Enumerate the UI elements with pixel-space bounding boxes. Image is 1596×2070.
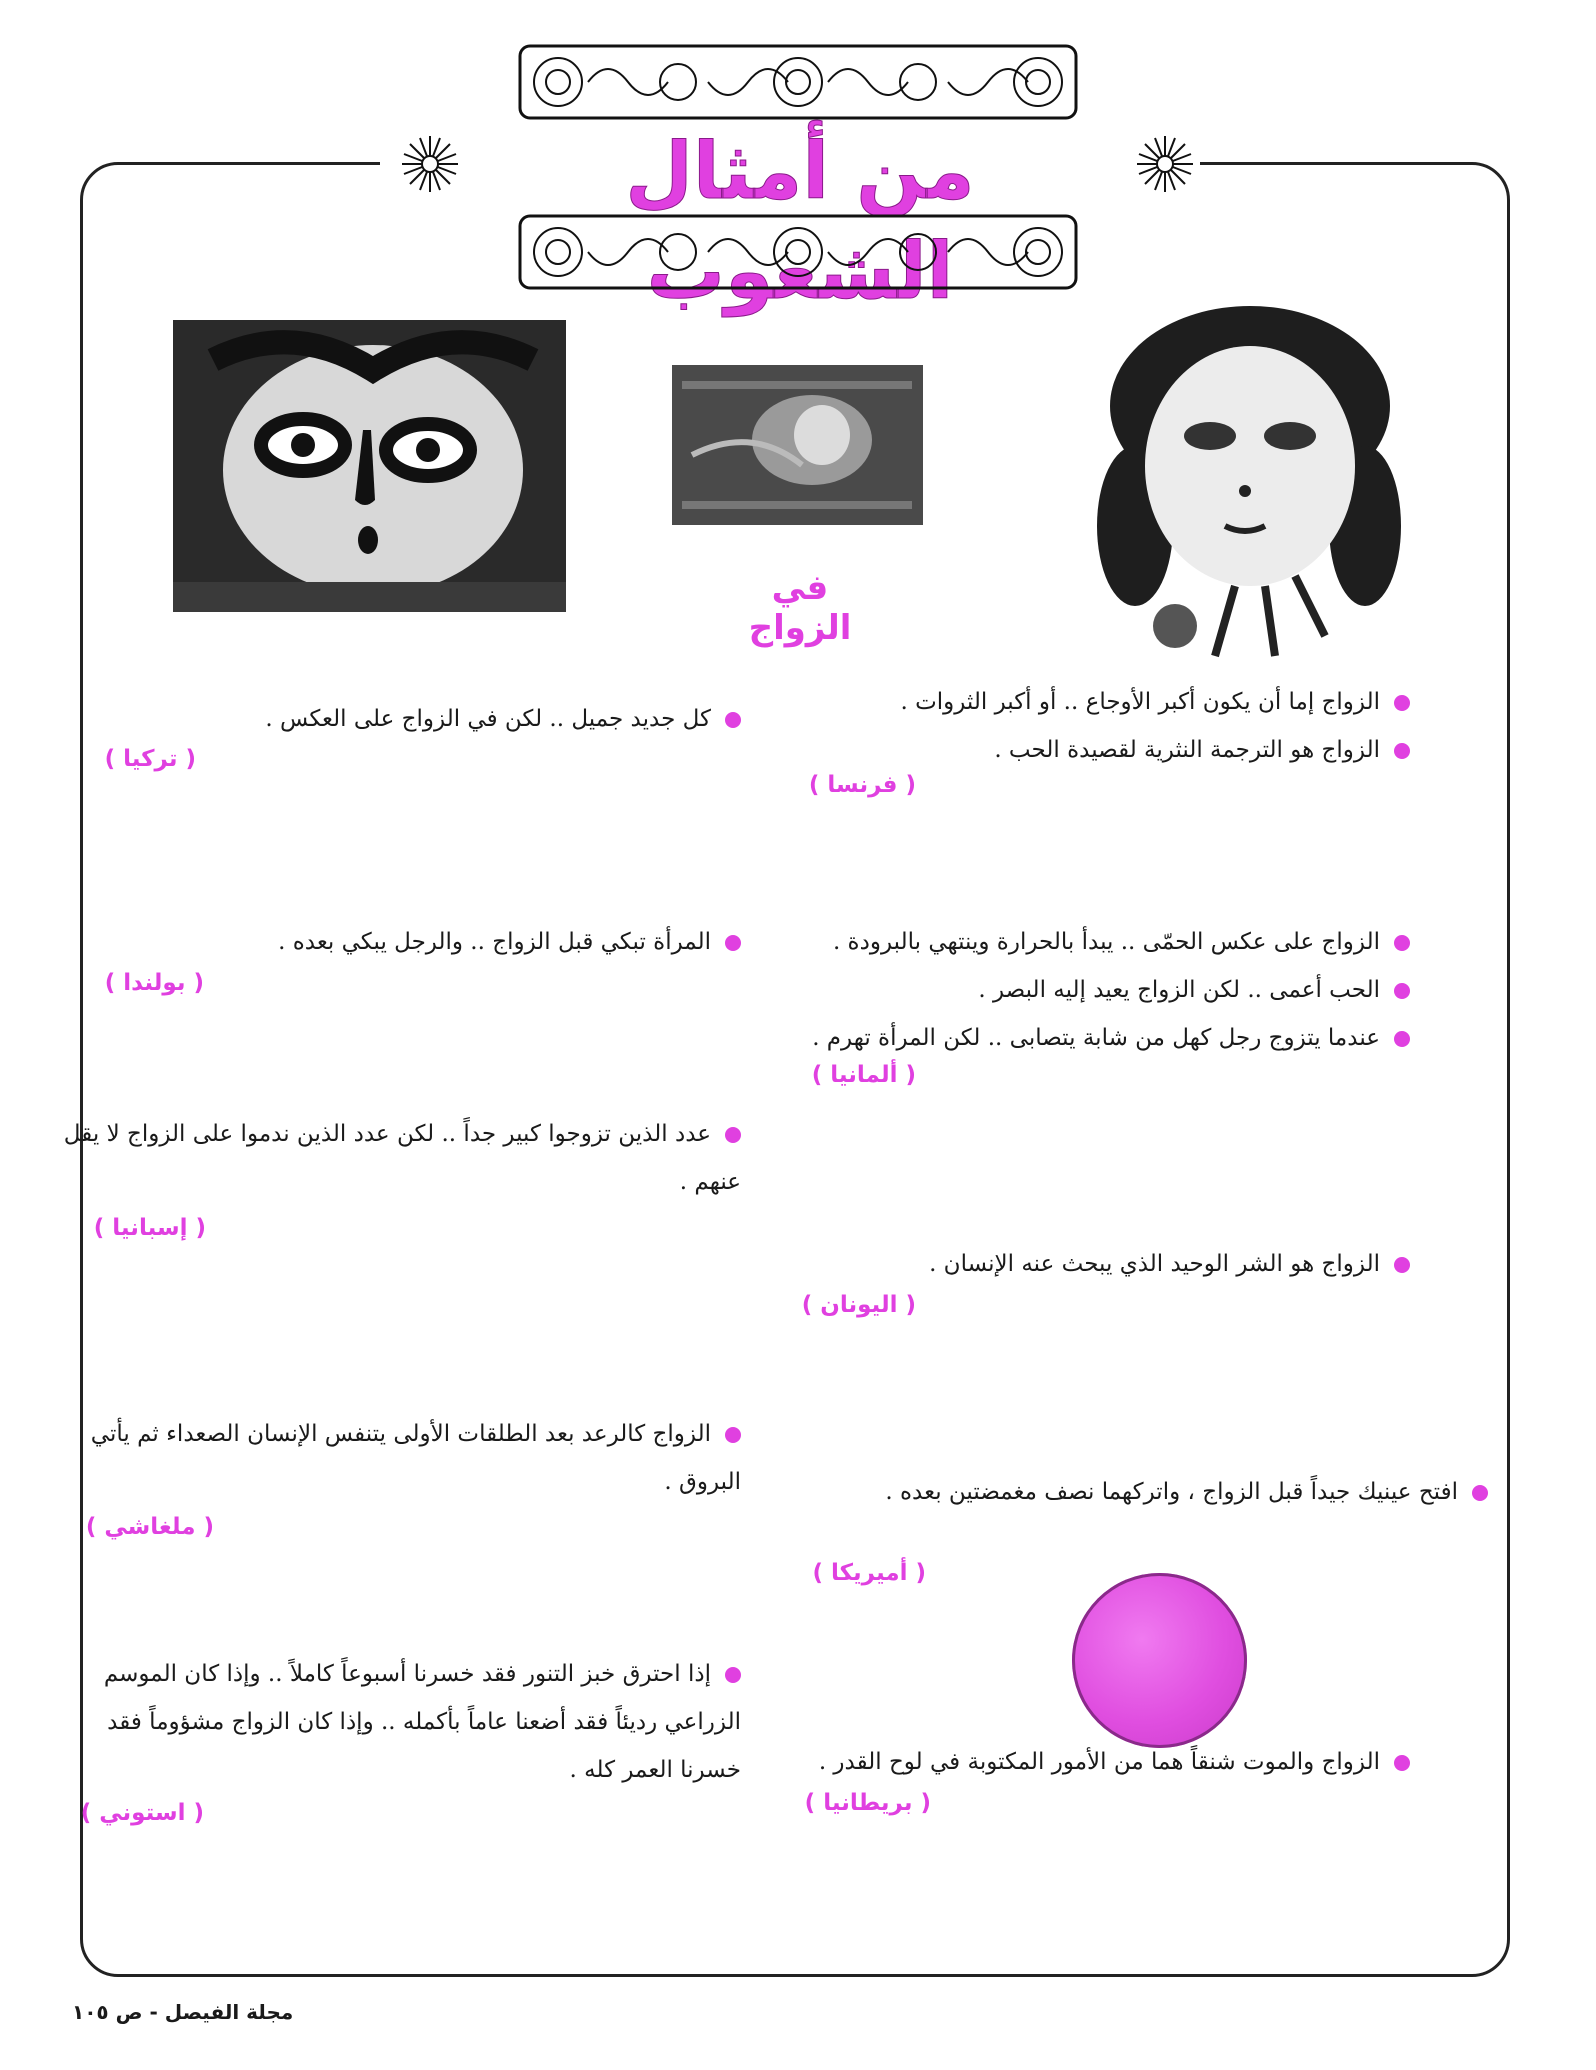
- bullet-icon: [725, 1667, 741, 1683]
- proverb-line: الزواج والموت شنقاً هما من الأمور المكتوبة في لوح القدر .: [790, 1738, 1410, 1786]
- proverb-group-france: [790, 678, 1410, 774]
- proverb-group-germany: [790, 918, 1410, 1062]
- bullet-icon: [1394, 1257, 1410, 1273]
- proverb-line: الزواج إما أن يكون أكبر الأوجاع .. أو أكبر الثروات .: [790, 678, 1410, 726]
- bullet-icon: [725, 712, 741, 728]
- proverb-line: عدد الذين تزوجوا كبير جداً .. لكن عدد الذين ندموا على الزواج لا يقل عنهم .: [63, 1121, 741, 1195]
- proverb-line: الزواج كالرعد بعد الطلقات الأولى يتنفس الإنسان الصعداء ثم يأتي البروق .: [90, 1421, 741, 1495]
- bullet-icon: [725, 935, 741, 951]
- proverb-group-spain: [61, 1110, 741, 1206]
- country-label-spain: ( إسبانيا ): [93, 1215, 206, 1241]
- bullet-icon: [725, 1127, 741, 1143]
- proverb-group-estonia: [61, 1650, 741, 1794]
- bullet-icon: [1394, 695, 1410, 711]
- proverb-line: كل جديد جميل .. لكن في الزواج على العكس .: [121, 695, 741, 743]
- country-label-madagascar: ( ملغاشي ): [85, 1514, 214, 1540]
- proverb-line: إذا احترق خبز التنور فقد خسرنا أسبوعاً كاملاً .. وإذا كان الموسم الزراعي رديئاً فقد أضعنا عاماً بأكمله .. وإذا كان الزواج مشؤوماً فقد خسرنا العمر كله .: [103, 1661, 741, 1783]
- bullet-icon: [725, 1427, 741, 1443]
- bullet-icon: [1472, 1485, 1488, 1501]
- proverb-group-poland: [121, 918, 741, 966]
- sunburst-ornament-right: [1135, 134, 1195, 194]
- proverb-line: افتح عينيك جيداً قبل الزواج ، واتركهما نصف مغمضتين بعده .: [788, 1468, 1488, 1516]
- proverb-line: الزواج هو الترجمة النثرية لقصيدة الحب .: [790, 726, 1410, 774]
- country-label-britain: ( بريطانيا ): [804, 1790, 931, 1816]
- country-label-estonia: ( استوني ): [80, 1800, 204, 1826]
- pink-circle-icon: [1072, 1573, 1247, 1748]
- country-label-turkey: ( تركيا ): [104, 746, 196, 772]
- proverb-line: الحب أعمى .. لكن الزواج يعيد إليه البصر .: [790, 966, 1410, 1014]
- bullet-icon: [1394, 935, 1410, 951]
- page-title: من أمثال الشعوب: [625, 127, 975, 317]
- ornament-band-top: [518, 44, 1078, 120]
- proverb-group-madagascar: [61, 1410, 741, 1506]
- proverb-line: الزواج هو الشر الوحيد الذي يبحث عنه الإنسان .: [790, 1240, 1410, 1288]
- child-drawing-center: [672, 365, 923, 525]
- proverb-line: عندما يتزوج رجل كهل من شابة يتصابى .. لكن المرأة تهرم .: [790, 1014, 1410, 1062]
- bullet-icon: [1394, 1755, 1410, 1771]
- proverb-group-turkey: [121, 695, 741, 743]
- sunburst-ornament-left: [400, 134, 460, 194]
- proverb-group-america: [788, 1468, 1488, 1516]
- proverb-line: الزواج على عكس الحمّى .. يبدأ بالحرارة وينتهي بالبرودة .: [790, 918, 1410, 966]
- bullet-icon: [1394, 743, 1410, 759]
- country-label-greece: ( اليونان ): [801, 1292, 916, 1318]
- ornament-band-bottom: [518, 214, 1078, 290]
- country-label-america: ( أميريكا ): [812, 1560, 926, 1586]
- bullet-icon: [1394, 1031, 1410, 1047]
- country-label-poland: ( بولندا ): [104, 970, 204, 996]
- child-drawing-face-left: [173, 320, 566, 612]
- child-drawing-girl-right: [1095, 296, 1405, 666]
- proverb-group-britain: [790, 1738, 1410, 1786]
- section-title: في الزواج: [748, 568, 852, 648]
- country-label-france: ( فرنسا ): [808, 772, 916, 798]
- bullet-icon: [1394, 983, 1410, 999]
- country-label-germany: ( ألمانيا ): [811, 1062, 916, 1088]
- proverb-line: المرأة تبكي قبل الزواج .. والرجل يبكي بعده .: [121, 918, 741, 966]
- proverb-group-greece: [790, 1240, 1410, 1288]
- page-footer: مجلة الفيصل - ص ١٠٥: [72, 2000, 294, 2024]
